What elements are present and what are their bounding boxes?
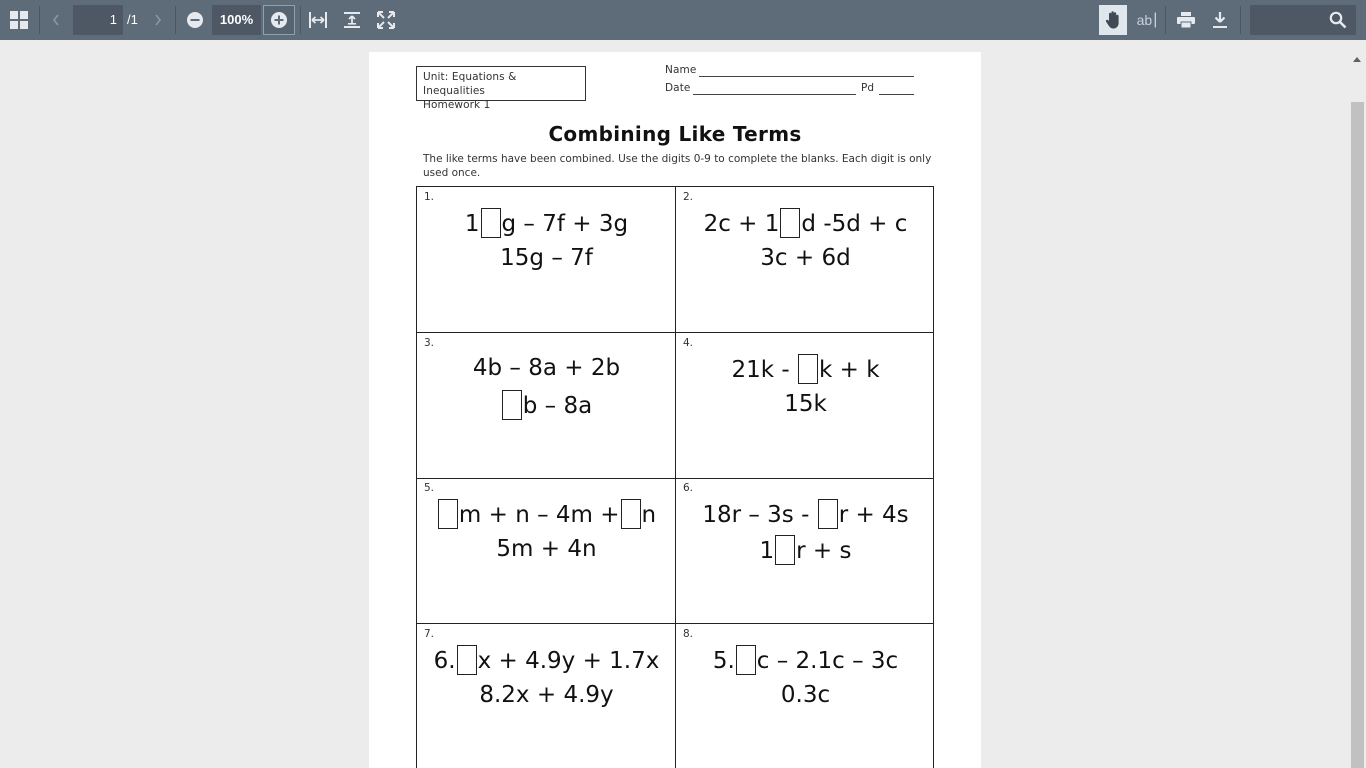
text-select-icon[interactable]: ab | [1136, 11, 1158, 28]
fullscreen-icon[interactable] [373, 5, 399, 35]
date-label: Date [665, 82, 691, 94]
next-page-icon[interactable] [147, 5, 169, 35]
unit-title: Unit: Equations & Inequalities [423, 71, 517, 97]
problem-cell [676, 478, 935, 624]
answer-blank [502, 390, 522, 420]
problem-expression: 6. x + 4.9y + 1.7x [417, 645, 676, 675]
unit-box [416, 66, 586, 111]
problem-result: 15g – 7f [500, 245, 593, 271]
problem-expression: 18r – 3s - r + 4s [676, 499, 935, 529]
vertical-scrollbar[interactable] [1349, 52, 1366, 768]
problem-number: 6. [683, 482, 694, 494]
page-total: /1 [127, 12, 138, 27]
problem-expression: 21k - k + k [676, 354, 935, 384]
download-icon[interactable] [1206, 5, 1234, 35]
problem-result: 15k [784, 390, 827, 417]
pdf-toolbar [0, 0, 1366, 40]
scroll-thumb[interactable] [1351, 102, 1364, 768]
problem-expression: m + n – 4m + n [417, 499, 676, 529]
print-icon[interactable] [1172, 5, 1200, 35]
problem-expression: 4b – 8a + 2b [472, 354, 621, 381]
answer-blank [481, 208, 501, 238]
problem-cell [417, 478, 676, 624]
problem-cell [676, 333, 935, 479]
problem-number: 8. [683, 627, 694, 640]
problem-cell [417, 333, 676, 479]
problem-cell [417, 187, 676, 333]
name-label: Name [665, 64, 697, 76]
fit-width-icon[interactable] [305, 5, 331, 35]
scroll-up-arrow-icon[interactable] [1353, 57, 1361, 62]
problem-number: 5. [424, 482, 435, 494]
sidebar-toggle-icon[interactable] [4, 5, 34, 35]
answer-blank [780, 208, 800, 238]
answer-blank [438, 499, 458, 529]
problem-cell [417, 624, 676, 768]
answer-blank [818, 499, 838, 529]
problem-cell [676, 624, 935, 768]
problem-result: 0.3c [780, 681, 831, 708]
problem-grid [416, 186, 934, 768]
problem-result: 8.2x + 4.9y [479, 681, 614, 708]
problem-expression: 1 g – 7f + 3g [417, 208, 676, 238]
problem-result: 5m + 4n [496, 536, 597, 562]
zoom-level-field[interactable]: 100% [212, 5, 261, 35]
zoom-out-icon[interactable] [182, 5, 208, 35]
problem-expression: 5. c – 2.1c – 3c [676, 645, 935, 675]
answer-blank [621, 499, 641, 529]
page-number-input[interactable]: 1 [73, 5, 123, 35]
date-underline [693, 94, 856, 95]
answer-blank [798, 354, 818, 384]
problem-number: 1. [424, 191, 435, 203]
problem-number: 7. [424, 627, 435, 640]
problem-cell [676, 187, 935, 333]
zoom-in-icon[interactable] [263, 5, 295, 35]
problem-result: b – 8a [417, 390, 676, 420]
problem-number: 4. [683, 336, 694, 349]
period-underline [879, 94, 914, 95]
instructions: The like terms have been combined. Use the digits 0-9 to complete the blanks. Each digit is only used once. [423, 153, 932, 179]
hand-tool-icon[interactable] [1099, 5, 1127, 35]
text-select-label: ab [1136, 12, 1153, 28]
homework-label: Homework 1 [423, 99, 491, 111]
answer-blank [736, 645, 756, 675]
problem-result: 3c + 6d [760, 245, 851, 271]
worksheet-title: Combining Like Terms [548, 122, 802, 146]
answer-blank [457, 645, 477, 675]
problem-result: 1 r + s [676, 535, 935, 565]
problem-number: 3. [424, 336, 435, 349]
period-label: Pd [861, 82, 875, 94]
answer-blank [775, 535, 795, 565]
pdf-page [369, 52, 981, 768]
previous-page-icon[interactable] [45, 5, 67, 35]
fit-page-icon[interactable] [339, 5, 365, 35]
search-icon[interactable] [1326, 5, 1350, 35]
problem-number: 2. [683, 191, 694, 203]
name-underline [699, 76, 914, 77]
problem-expression: 2c + 1 d -5d + c [676, 208, 935, 238]
